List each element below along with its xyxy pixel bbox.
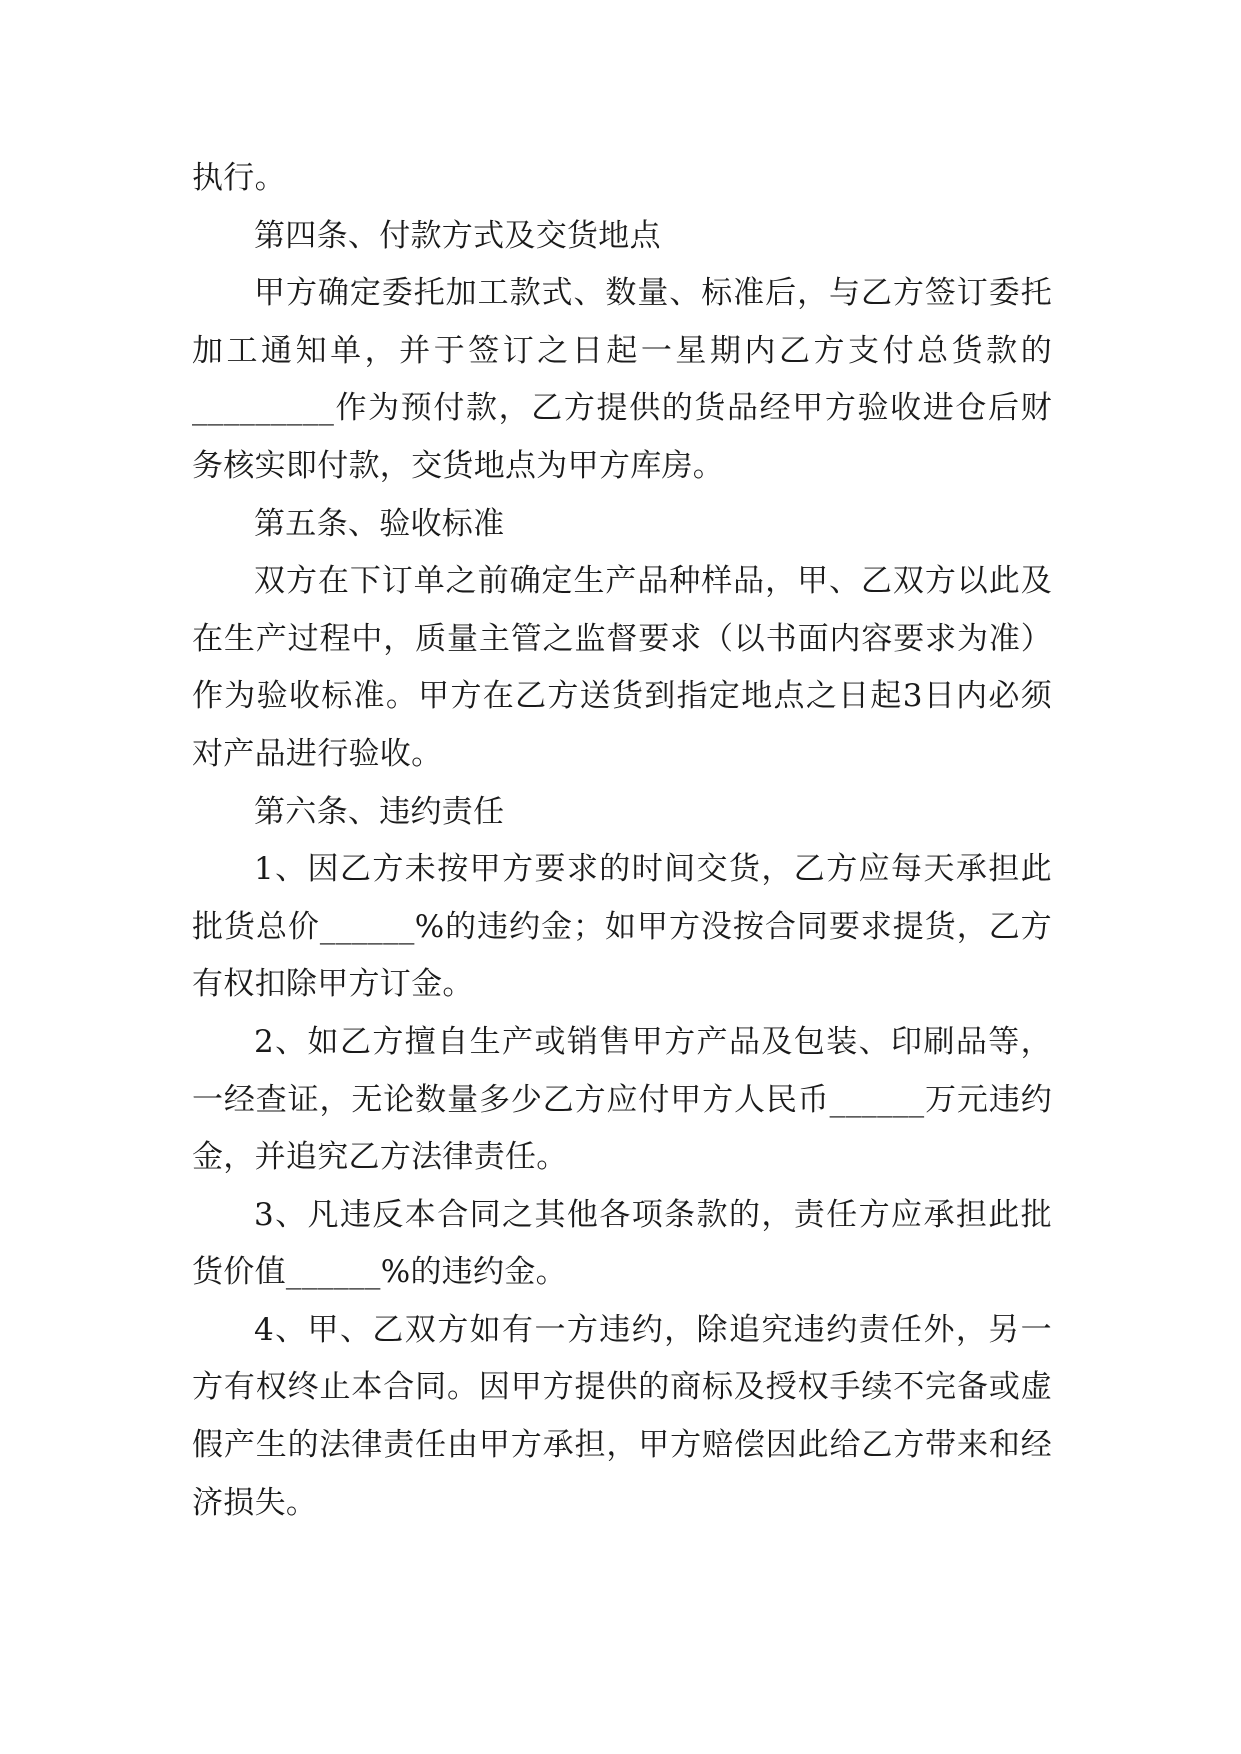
section-heading-article-6: 第六条、违约责任	[254, 793, 505, 830]
contract-text	[192, 150, 1052, 1532]
section-heading-article-4: 第四条、付款方式及交货地点	[254, 217, 661, 254]
paragraph-liability-1: 1、因乙方未按甲方要求的时间交货，乙方应每天承担此批货总价______%的违约金；如甲方没按合同要求提货，乙方有权扣除甲方订金。	[192, 851, 1052, 1003]
paragraph-liability-3: 3、凡违反本合同之其他各项条款的，责任方应承担此批货价值______%的违约金。	[192, 1196, 1052, 1291]
section-heading-article-5: 第五条、验收标准	[254, 505, 505, 542]
paragraph-liability-2: 2、如乙方擅自生产或销售甲方产品及包装、印刷品等，一经查证，无论数量多少乙方应付甲方人民币______万元违约金，并追究乙方法律责任。	[192, 1023, 1052, 1176]
paragraph-acceptance-standard: 双方在下订单之前确定生产品种样品，甲、乙双方以此及在生产过程中，质量主管之监督要求（以书面内容要求为准）作为验收标准。甲方在乙方送货到指定地点之日起3日内必须对产品进行验收。	[192, 563, 1052, 772]
paragraph-payment-terms: 甲方确定委托加工款式、数量、标准后，与乙方签订委托加工通知单，并于签订之日起一星期内乙方支付总货款的_________作为预付款，乙方提供的货品经甲方验收进仓后财务核实即付款，交货地点为甲方库房。	[192, 275, 1052, 484]
paragraph-liability-4: 4、甲、乙双方如有一方违约，除追究违约责任外，另一方有权终止本合同。因甲方提供的商标及授权手续不完备或虚假产生的法律责任由甲方承担，甲方赔偿因此给乙方带来和经济损失。	[192, 1311, 1052, 1521]
paragraph-continuation: 执行。	[192, 160, 286, 196]
